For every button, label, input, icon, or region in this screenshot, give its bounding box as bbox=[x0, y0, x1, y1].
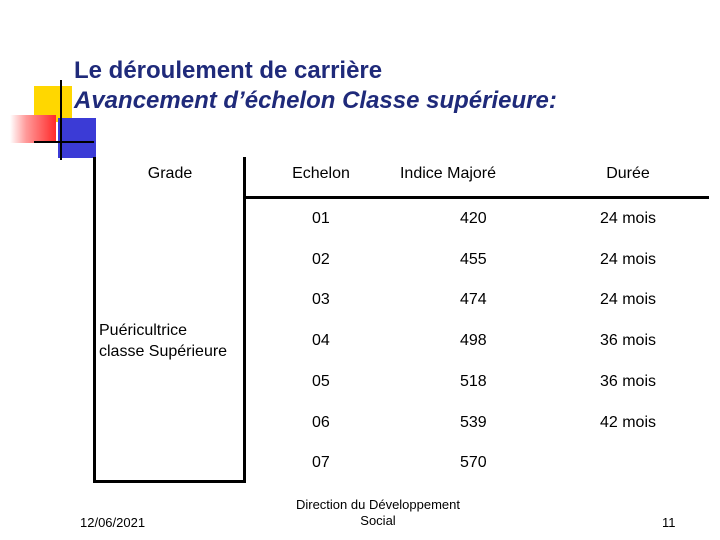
grade-label-line-1: Puéricultrice bbox=[99, 322, 188, 339]
footer-organization bbox=[258, 497, 498, 529]
decor-blue-square bbox=[58, 118, 96, 158]
decor-vertical-line bbox=[60, 80, 62, 160]
cell-indice-majore: 570 bbox=[460, 454, 487, 472]
cell-echelon: 05 bbox=[312, 372, 330, 390]
cell-duree: 24 mois bbox=[599, 250, 657, 268]
cell-indice-majore: 420 bbox=[460, 210, 487, 227]
footer-organization-line-1: Direction du Développement bbox=[295, 497, 461, 512]
decor-red-square bbox=[10, 115, 56, 143]
header-indice-majore: Indice Majoré bbox=[399, 165, 497, 182]
table-border-bottom bbox=[93, 480, 246, 483]
header-duree: Durée bbox=[606, 165, 650, 182]
cell-duree: 42 mois bbox=[599, 413, 657, 431]
cell-echelon: 06 bbox=[312, 413, 330, 431]
header-echelon: Echelon bbox=[292, 165, 350, 182]
header-grade: Grade bbox=[147, 165, 193, 182]
slide-title bbox=[74, 56, 557, 116]
cell-indice-majore: 455 bbox=[460, 250, 487, 268]
cell-echelon: 07 bbox=[312, 454, 330, 472]
cell-indice-majore: 518 bbox=[460, 372, 487, 390]
cell-indice-majore: 474 bbox=[460, 291, 487, 309]
echelon-table bbox=[93, 157, 709, 483]
table-border-left bbox=[93, 157, 96, 483]
table-border-grade bbox=[243, 157, 246, 483]
table-header-divider bbox=[243, 196, 709, 199]
cell-echelon: 02 bbox=[312, 250, 330, 268]
cell-echelon: 01 bbox=[312, 210, 330, 227]
grade-label-line-2: classe Supérieure bbox=[99, 343, 228, 360]
cell-duree: 24 mois bbox=[599, 210, 657, 227]
title-line-2: Avancement d’échelon Classe supérieure: bbox=[74, 87, 557, 114]
cell-echelon: 03 bbox=[312, 291, 330, 309]
footer-date: 12/06/2021 bbox=[80, 515, 146, 530]
decor-horizontal-line bbox=[34, 141, 94, 143]
cell-indice-majore: 539 bbox=[460, 413, 487, 431]
page-number: 11 bbox=[662, 515, 676, 530]
cell-duree: 24 mois bbox=[599, 291, 657, 309]
grade-label bbox=[99, 320, 227, 362]
title-line-1: Le déroulement de carrière bbox=[74, 57, 383, 84]
cell-duree: 36 mois bbox=[599, 332, 657, 350]
cell-duree: 36 mois bbox=[599, 372, 657, 390]
cell-indice-majore: 498 bbox=[460, 332, 487, 350]
cell-echelon: 04 bbox=[312, 332, 330, 350]
footer-organization-line-2: Social bbox=[360, 513, 396, 528]
